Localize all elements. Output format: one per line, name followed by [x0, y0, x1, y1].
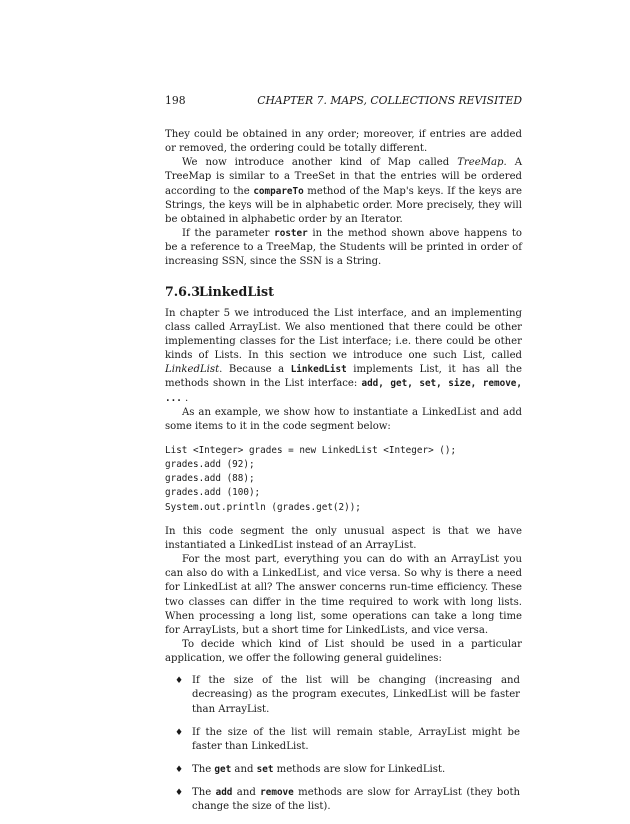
code-line: System.out.println (grades.get(2)); [165, 501, 361, 513]
paragraph-efficiency: For the most part, everything you can do with an ArrayList you can also do with a LinkedList, and vice versa. So why is there a need for LinkedList at all? The answer concerns run-time efficiency. These two classes can differ in the time required to work with long lists. When processing a long list, some operations can take a long time for ArrayLists, but a short time for LinkedLists, and vice versa. [165, 554, 522, 636]
diamond-bullet-icon: ♦ [175, 765, 184, 776]
running-title: CHAPTER 7. MAPS, COLLECTIONS REVISITED [257, 94, 522, 107]
paragraph-unusual-aspect: In this code segment the only unusual aspect is that we have instantiated a LinkedList instead of an ArrayList. [165, 525, 522, 551]
section-number: 7.6.3 [165, 283, 201, 299]
term-treemap: TreeMap [457, 157, 504, 169]
code-linkedlist: LinkedList [290, 364, 347, 376]
code-line: grades.add (92); [165, 459, 255, 471]
paragraph-linkedlist-intro: In chapter 5 we introduced the List interface, and an implementing class called ArrayList. We also mentioned that there could be other implementing classes for the List interface; i.e. there could be other kinds of Lists. In this section we introduce one such List, called LinkedList. Because a LinkedList implements List, it has all the methods shown in the List interface: add, get, set, size, remove, ... . [165, 307, 522, 404]
code-add: add [215, 787, 233, 799]
list-item: ♦ The get and set methods are slow for LinkedList. [165, 763, 522, 777]
code-line: List <Integer> grades = new LinkedList <Integer> (); [165, 444, 457, 456]
list-item: ♦ If the size of the list will be changing (increasing and decreasing) as the program executes, LinkedList will be faster than ArrayList. [175, 675, 520, 715]
list-item: ♦ The add and remove methods are slow for ArrayList (they both change the size of the list). [175, 787, 520, 813]
term-linkedlist: LinkedList [165, 364, 220, 376]
code-compareto: compareTo [253, 185, 304, 197]
section-title: LinkedList [199, 283, 274, 299]
code-roster: roster [274, 228, 308, 240]
code-set: set [256, 764, 274, 776]
list-item: ♦ If the size of the list will remain stable, ArrayList might be faster than LinkedList. [175, 726, 520, 752]
running-header [165, 94, 522, 108]
diamond-bullet-icon: ♦ [175, 788, 184, 799]
page-body [165, 128, 522, 815]
code-block [165, 444, 522, 515]
paragraph-example: As an example, we show how to instantiate a LinkedList and add some items to it in the code segment below: [165, 406, 522, 432]
paragraph-treemap: We now introduce another kind of Map called TreeMap. A TreeMap is similar to a TreeSet in that the entries will be ordered according to the compareTo method of the Map's keys. If the keys are Strings, the keys will be in alphabetic order. More precisely, they will be obtained in alphabetic order by an Iterator. [165, 157, 523, 225]
code-line: grades.add (88); [165, 473, 255, 485]
code-method-list: add, get, set, size, remove, ... [165, 378, 522, 404]
page-number: 198 [165, 94, 186, 107]
code-remove: remove [260, 787, 294, 799]
section-heading [165, 284, 522, 300]
diamond-bullet-icon: ♦ [175, 676, 184, 687]
paragraph-ordering: They could be obtained in any order; moreover, if entries are added or removed, the ordering could be totally different. [165, 129, 522, 155]
paragraph-guidelines-intro: To decide which kind of List should be used in a particular application, we offer the following general guidelines: [165, 639, 522, 665]
paragraph-roster: If the parameter roster in the method shown above happens to be a reference to a TreeMap, the Students will be printed in order of increasing SSN, since the SSN is a String. [165, 228, 522, 268]
book-page [165, 94, 522, 824]
code-line: grades.add (100); [165, 487, 261, 499]
diamond-bullet-icon: ♦ [175, 727, 184, 738]
code-get: get [214, 764, 232, 776]
guidelines-list [165, 674, 522, 814]
